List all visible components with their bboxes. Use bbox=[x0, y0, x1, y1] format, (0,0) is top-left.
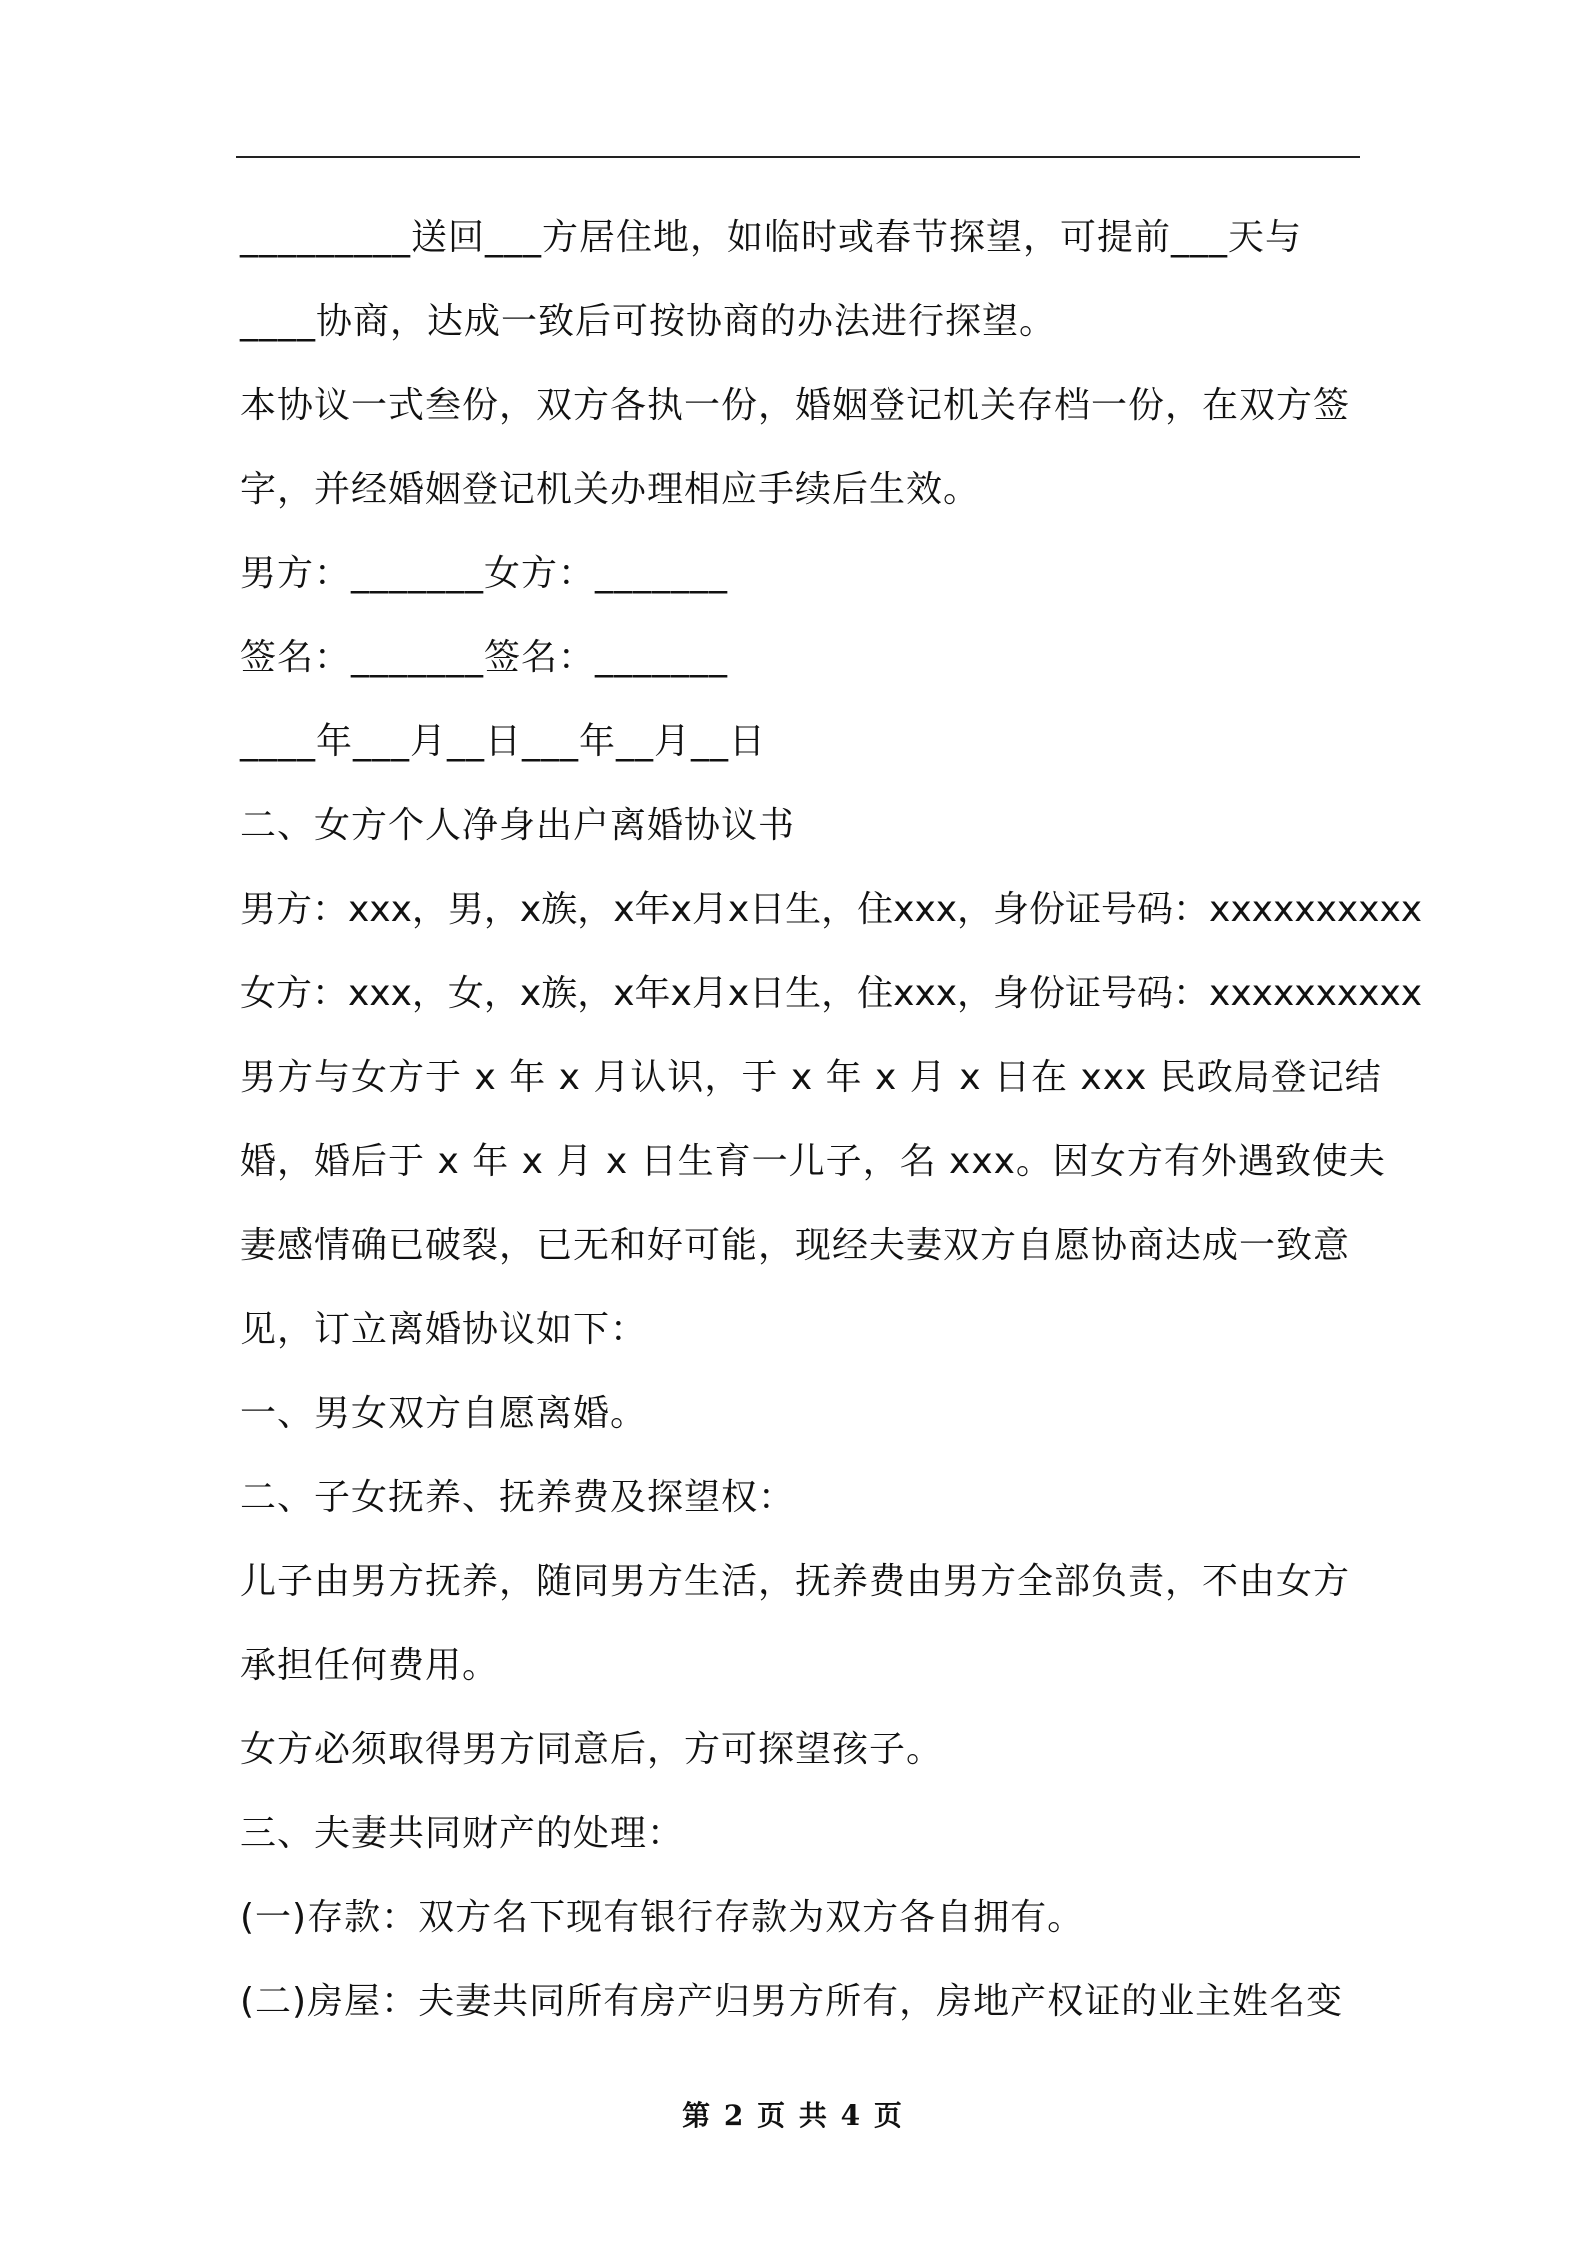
body-line: 本协议一式叁份，双方各执一份，婚姻登记机关存档一份，在双方签 bbox=[240, 385, 1351, 426]
body-line: 承担任何费用。 bbox=[240, 1645, 500, 1686]
signature-line-names: 签名：_______签名：_______ bbox=[240, 637, 729, 678]
document-body bbox=[240, 196, 1423, 2044]
body-line: (二)房屋：夫妻共同所有房产归男方所有，房地产权证的业主姓名变 bbox=[240, 1981, 1344, 2022]
header-rule bbox=[236, 156, 1360, 158]
body-line: (一)存款：双方名下现有银行存款为双方各自拥有。 bbox=[240, 1897, 1085, 1938]
clause-heading: 三、夫妻共同财产的处理： bbox=[240, 1813, 685, 1854]
body-line: ____协商，达成一致后可按协商的办法进行探望。 bbox=[240, 301, 1057, 342]
signature-line-dates: ____年___月__日___年__月__日 bbox=[240, 721, 767, 762]
body-line: 女方必须取得男方同意后，方可探望孩子。 bbox=[240, 1729, 944, 1770]
page-number: 第 2 页 共 4 页 bbox=[682, 2099, 904, 2132]
party-info-male: 男方：xxx，男，x族，x年x月x日生，住xxx，身份证号码：xxxxxxxxxx bbox=[240, 889, 1423, 930]
party-info-female: 女方：xxx，女，x族，x年x月x日生，住xxx，身份证号码：xxxxxxxxxx bbox=[240, 973, 1423, 1014]
body-line: 男方与女方于 x 年 x 月认识，于 x 年 x 月 x 日在 xxx 民政局登记结 bbox=[240, 1057, 1382, 1098]
body-line: 婚，婚后于 x 年 x 月 x 日生育一儿子，名 xxx。因女方有外遇致使夫 bbox=[240, 1141, 1386, 1182]
body-line: 字，并经婚姻登记机关办理相应手续后生效。 bbox=[240, 469, 981, 510]
section-heading: 二、女方个人净身出户离婚协议书 bbox=[240, 805, 796, 846]
clause-heading: 二、子女抚养、抚养费及探望权： bbox=[240, 1477, 796, 1518]
body-line: 见，订立离婚协议如下： bbox=[240, 1309, 648, 1350]
body-line: _________送回___方居住地，如临时或春节探望，可提前___天与 bbox=[240, 217, 1303, 258]
body-line: 妻感情确已破裂，已无和好可能，现经夫妻双方自愿协商达成一致意 bbox=[240, 1225, 1351, 1266]
body-line: 儿子由男方抚养，随同男方生活，抚养费由男方全部负责，不由女方 bbox=[240, 1561, 1351, 1602]
signature-line-parties: 男方：_______女方：_______ bbox=[240, 553, 729, 594]
clause-heading: 一、男女双方自愿离婚。 bbox=[240, 1393, 648, 1434]
